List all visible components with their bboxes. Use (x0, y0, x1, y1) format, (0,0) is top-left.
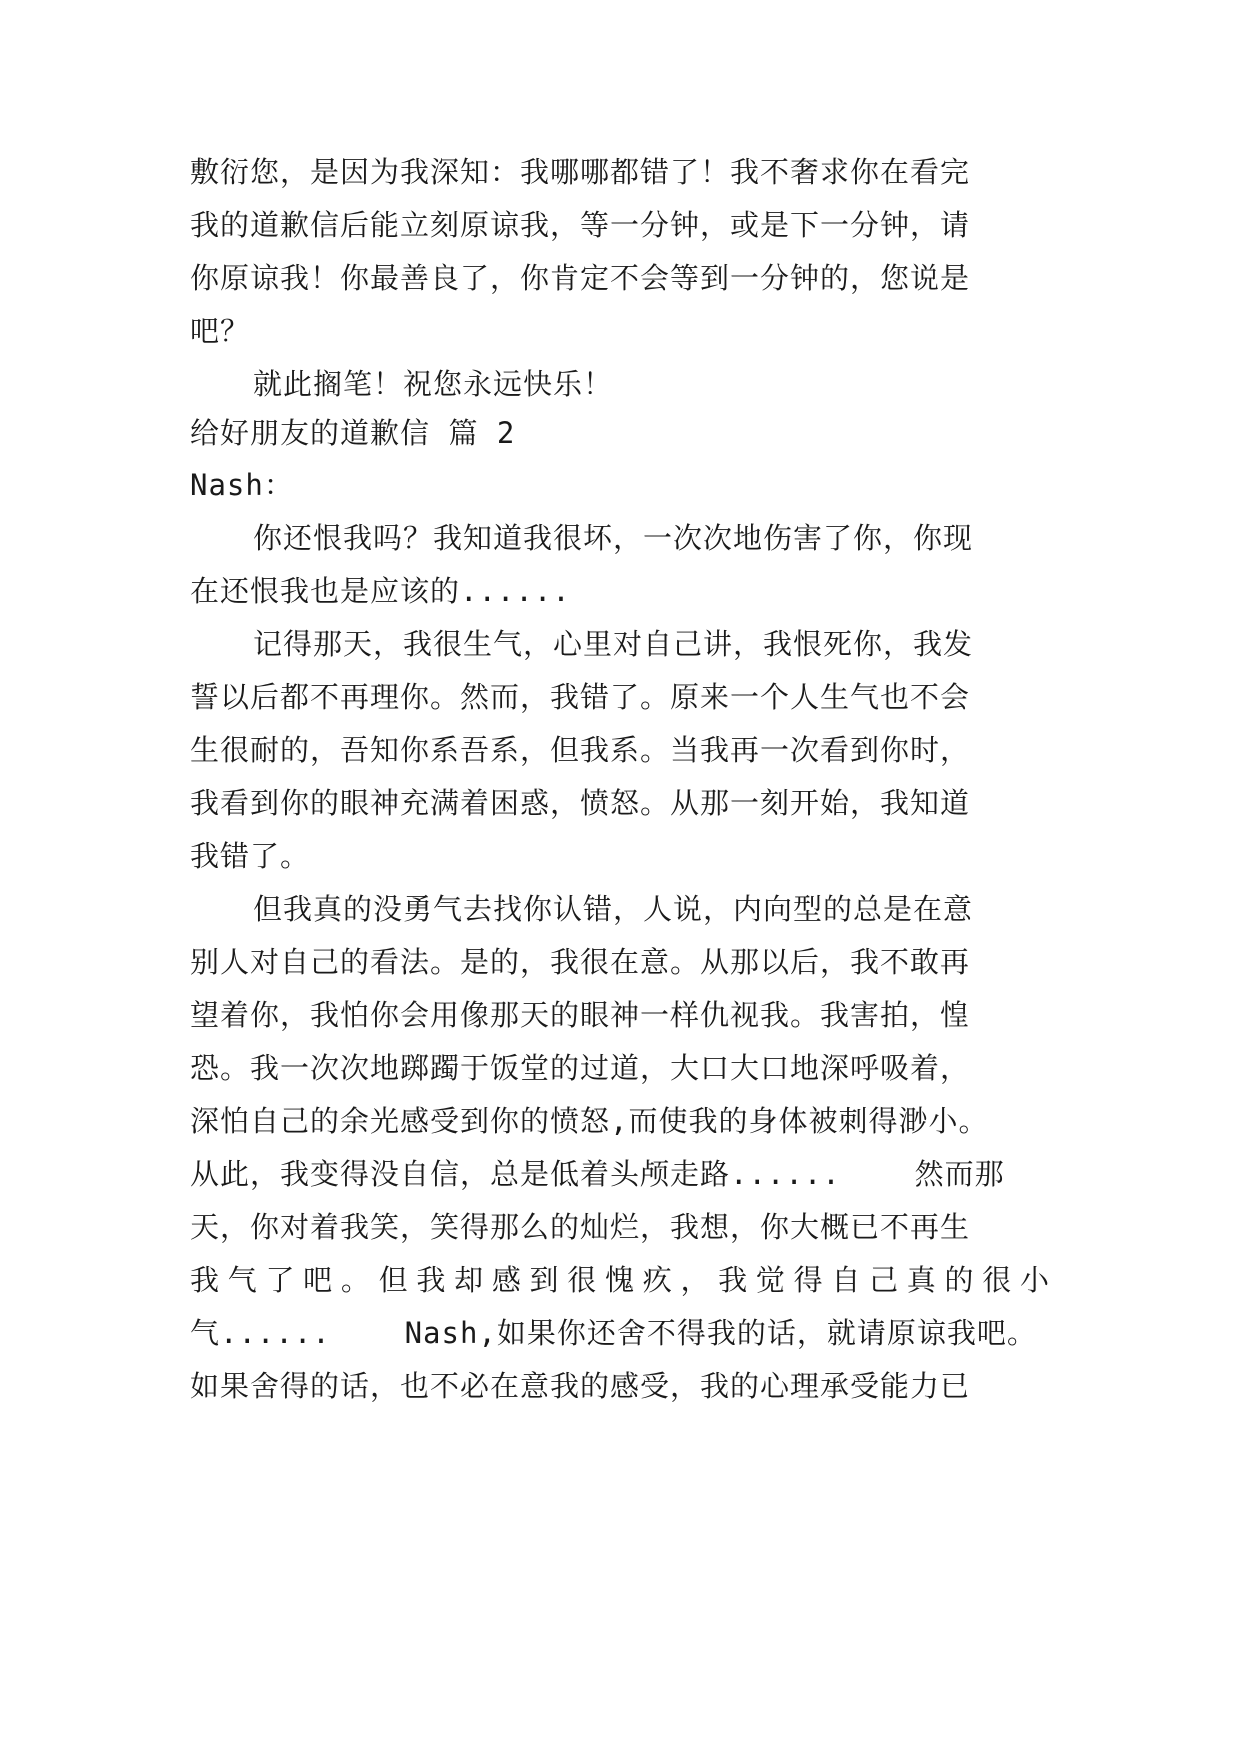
paragraph-line: 我的道歉信后能立刻原谅我，等一分钟，或是下一分钟，请 (190, 208, 971, 242)
section-heading: 给好朋友的道歉信 篇 2 (190, 416, 516, 450)
paragraph-line: 别人对自己的看法。是的，我很在意。从那以后，我不敢再 (190, 945, 971, 979)
paragraph-line: 在还恨我也是应该的...... (190, 574, 571, 608)
paragraph-line: 誓以后都不再理你。然而，我错了。原来一个人生气也不会 (190, 680, 971, 714)
paragraph-line: 我错了。 (190, 839, 311, 873)
paragraph-line: 望着你，我怕你会用像那天的眼神一样仇视我。我害拍，惶 (190, 998, 971, 1032)
paragraph-line: 我看到你的眼神充满着困惑，愤怒。从那一刻开始，我知道 (190, 786, 971, 820)
paragraph-line: 但我真的没勇气去找你认错，人说，内向型的总是在意 (253, 892, 974, 926)
paragraph-line: 吧？ (190, 314, 251, 348)
salutation: Nash： (190, 468, 294, 502)
paragraph-line: 敷衍您，是因为我深知：我哪哪都错了！我不奢求你在看完 (190, 155, 971, 189)
paragraph-line: 天，你对着我笑，笑得那么的灿烂，我想，你大概已不再生 (190, 1210, 971, 1244)
paragraph-line: 从此，我变得没自信，总是低着头颅走路...... 然而那 (190, 1157, 1005, 1191)
paragraph-line: 你原谅我！你最善良了，你肯定不会等到一分钟的，您说是 (190, 261, 971, 295)
paragraph-line: 记得那天，我很生气，心里对自己讲，我恨死你，我发 (253, 627, 974, 661)
paragraph-line: 如果舍得的话，也不必在意我的感受，我的心理承受能力已 (190, 1369, 971, 1403)
paragraph-line: 我气了吧。但我却感到很愧疚，我觉得自己真的很小 (190, 1263, 1050, 1297)
paragraph-line: 深怕自己的余光感受到你的愤怒,而使我的身体被刺得渺小。 (190, 1104, 989, 1138)
paragraph-line: 你还恨我吗？我知道我很坏，一次次地伤害了你，你现 (253, 521, 974, 555)
paragraph-line: 生很耐的，吾知你系吾系，但我系。当我再一次看到你时， (190, 733, 971, 767)
paragraph-line: 恐。我一次次地踯躅于饭堂的过道，大口大口地深呼吸着， (190, 1051, 971, 1085)
paragraph-line: 气...... Nash,如果你还舍不得我的话，就请原谅我吧。 (190, 1316, 1037, 1350)
closing-line: 就此搁笔！祝您永远快乐！ (253, 367, 614, 401)
